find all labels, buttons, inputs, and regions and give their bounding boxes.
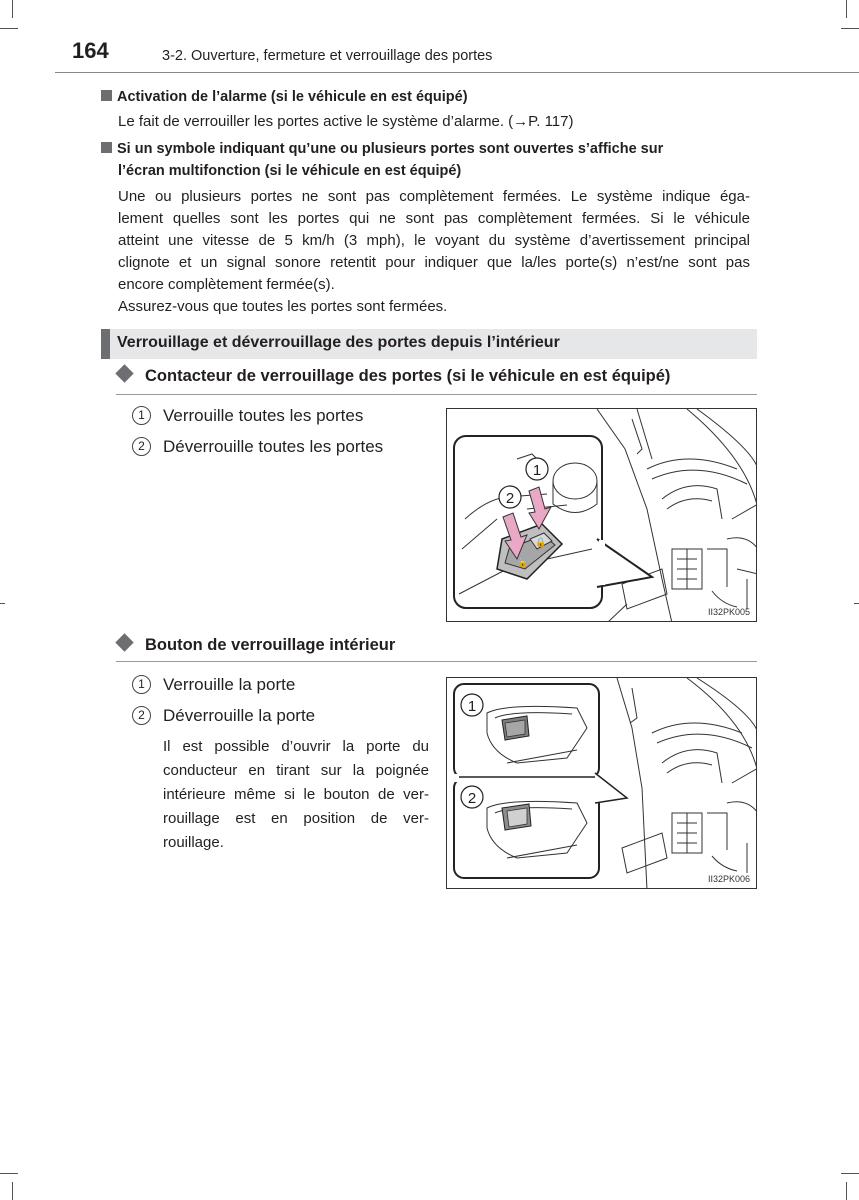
alarm-heading-text: Activation de l’alarme (si le véhicule en est équipé) (117, 89, 468, 105)
door-symbol-heading-line-2: l’écran multifonction (si le véhicule en est équipé) (118, 163, 462, 179)
door-symbol-text (118, 186, 750, 318)
subsection-divider (116, 394, 757, 395)
note-line: conducteur en tirant sur la poignée (163, 762, 429, 779)
door-symbol-text-line: encore complètement fermée(s). (118, 276, 335, 293)
item-label: Verrouille la porte (163, 675, 296, 694)
crop-mark (846, 0, 847, 18)
lock-switch-item-1 (132, 404, 363, 428)
note-line: rouillage. (163, 834, 224, 851)
section-title-bar (101, 329, 757, 359)
circled-number: 2 (132, 437, 151, 456)
page-number: 164 (72, 38, 109, 63)
callout-label: 2 (467, 790, 477, 807)
svg-text:🔒: 🔒 (535, 538, 547, 548)
callout-label: 1 (467, 698, 477, 715)
diamond-bullet-icon (115, 633, 133, 651)
circled-number: 1 (132, 406, 151, 425)
door-symbol-text-line: lement quelles sont les portes qui ne sont pas complètement fermées. Si le véhicule (118, 210, 750, 227)
lock-switch-heading (116, 367, 756, 386)
crop-mark (0, 603, 5, 604)
door-symbol-text-line: Une ou plusieurs portes ne sont pas complètement fermées. Le système indique éga- (118, 188, 750, 205)
crop-mark (841, 28, 859, 29)
square-bullet-icon (101, 142, 112, 153)
lock-switch-heading-text: Contacteur de verrouillage des portes (si le véhicule en est équipé) (145, 367, 671, 385)
door-symbol-text-line: clignote et un signal sonore retentit pour indiquer que la/les porte(s) n’est/ne sont pas (118, 254, 750, 271)
note-line: rouillage est en position de ver- (163, 810, 429, 827)
inside-lock-item-2 (132, 704, 315, 728)
inside-lock-note (163, 735, 429, 855)
inside-lock-figure (446, 677, 757, 889)
note-line: Il est possible d’ouvrir la porte du (163, 738, 429, 755)
figure-code: II32PK006 (707, 874, 750, 884)
lock-switch-figure (446, 408, 757, 622)
inside-lock-heading-text: Bouton de verrouillage intérieur (145, 636, 396, 654)
door-symbol-heading-line-1: Si un symbole indiquant qu’une ou plusieurs portes sont ouvertes s’affiche sur (117, 141, 664, 157)
crop-mark (0, 1173, 18, 1174)
section-accent (101, 329, 110, 359)
subsection-divider (116, 661, 757, 662)
item-label: Déverrouille la porte (163, 706, 316, 725)
crop-mark (12, 0, 13, 18)
lock-switch-item-2 (132, 435, 383, 459)
note-line: intérieure même si le bouton de ver- (163, 786, 429, 803)
door-symbol-text-line: Assurez-vous que toutes les portes sont fermées. (118, 298, 448, 315)
crop-mark (0, 28, 18, 29)
crop-mark (841, 1173, 859, 1174)
crop-mark (854, 603, 859, 604)
section-title: Verrouillage et déverrouillage des portes depuis l’intérieur (117, 334, 560, 351)
diamond-bullet-icon (115, 364, 133, 382)
item-label: Verrouille toutes les portes (163, 406, 364, 425)
figure-code: II32PK005 (707, 607, 750, 617)
callout-label: 1 (532, 462, 542, 479)
door-symbol-text-line: atteint une vitesse de 5 km/h (3 mph), le voyant du système d’avertissement principal (118, 232, 750, 249)
circled-number: 1 (132, 675, 151, 694)
page-header (0, 36, 859, 74)
door-lock-switch-illustration (447, 409, 757, 622)
circled-number: 2 (132, 706, 151, 725)
crop-mark (846, 1182, 847, 1200)
alarm-heading (101, 86, 761, 108)
inside-lock-item-1 (132, 673, 295, 697)
chapter-title: 3-2. Ouverture, fermeture et verrouillage des portes (162, 48, 493, 64)
door-symbol-heading (101, 138, 761, 182)
header-divider (55, 72, 859, 73)
svg-text:🔓: 🔓 (517, 558, 529, 568)
item-label: Déverrouille toutes les portes (163, 437, 384, 456)
square-bullet-icon (101, 90, 112, 101)
callout-label: 2 (505, 490, 515, 507)
inside-lock-heading (116, 636, 756, 655)
inside-lock-button-illustration (447, 678, 757, 889)
alarm-text-line: Le fait de verrouiller les portes active le système d’alarme. (→P. 117) (118, 113, 574, 130)
crop-mark (12, 1182, 13, 1200)
alarm-text (118, 111, 758, 133)
